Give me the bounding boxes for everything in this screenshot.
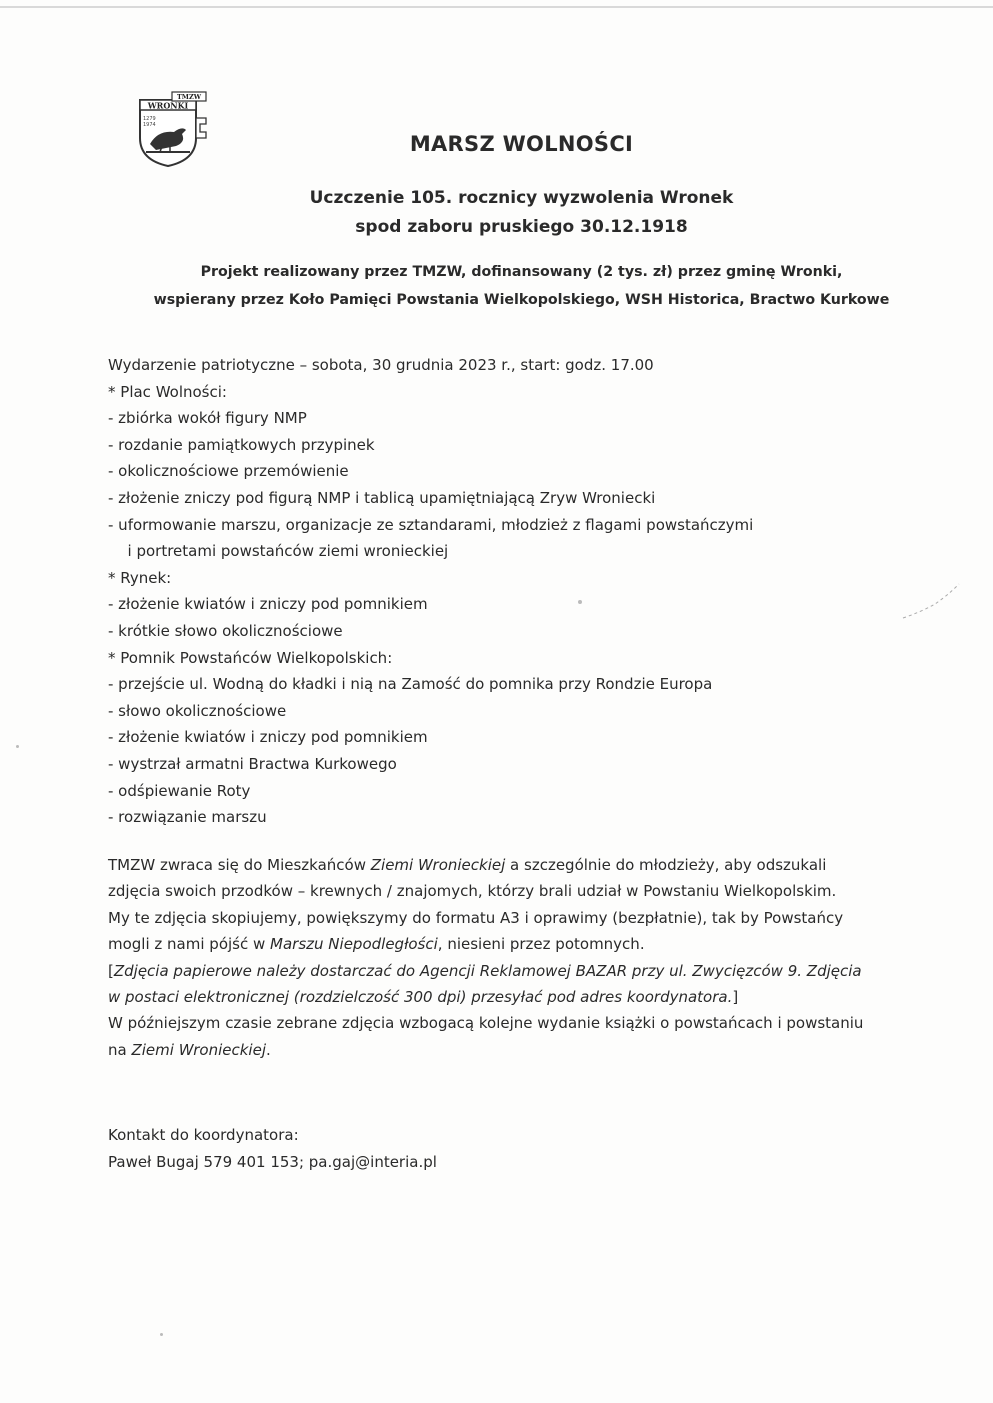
text: na [108, 1040, 132, 1059]
subtitle [0, 184, 993, 242]
paragraph-line [108, 984, 928, 1010]
program-item: - przejście ul. Wodną do kładki i nią na Zamość do pomnika przy Rondzie Europa [108, 675, 713, 694]
program-section: * Pomnik Powstańców Wielkopolskich: [108, 648, 393, 667]
paragraph-line: W późniejszym czasie zebrane zdjęcia wzbogacą kolejne wydanie książki o powstańcach i powstaniu [108, 1014, 864, 1033]
program-section: * Plac Wolności: [108, 382, 227, 401]
contact-details: Paweł Bugaj 579 401 153; pa.gaj@interia.pl [108, 1153, 437, 1171]
program-item: - uformowanie marszu, organizacje ze sztandarami, młodzież z flagami powstańczymi [108, 515, 754, 534]
program-item: - okolicznościowe przemówienie [108, 462, 349, 481]
logo-year-text: 1279 1974 [143, 116, 156, 128]
program-item: - złożenie zniczy pod figurą NMP i tablicą upamiętniającą Zryw Wroniecki [108, 488, 656, 507]
emphasis: Ziemi Wronieckiej [370, 856, 506, 874]
text: [ [108, 961, 114, 980]
paragraph-line: zdjęcia swoich przodków – krewnych / znajomych, którzy brali udział w Powstaniu Wielkopolskim. [108, 882, 837, 901]
contact-block [108, 1122, 928, 1176]
scan-speck [16, 745, 19, 748]
program-item: - złożenie kwiatów i zniczy pod pomnikiem [108, 728, 428, 747]
logo-top-text: TMZW [176, 93, 202, 101]
paragraph-line [108, 1037, 928, 1063]
program-section: * Rynek: [108, 568, 172, 587]
text: . [266, 1040, 271, 1059]
paragraph-line: My te zdjęcia skopiujemy, powiększymy do formatu A3 i oprawimy (bezpłatnie), tak by Powstańcy [108, 908, 844, 927]
program-item: - rozwiązanie marszu [108, 808, 267, 827]
project-line: wspierany przez Koło Pamięci Powstania Wielkopolskiego, WSH Historica, Bractwo Kurkowe [153, 292, 890, 308]
text: a szczególnie do młodzieży, aby odszukali [505, 856, 827, 874]
paragraph-line [108, 931, 928, 957]
paragraph-line [108, 852, 928, 878]
project-line: Projekt realizowany przez TMZW, dofinansowany (2 tys. zł) przez gminę Wronki, [200, 264, 843, 280]
program-item: - krótkie słowo okolicznościowe [108, 621, 343, 640]
scan-speck [578, 600, 582, 604]
program-item: - słowo okolicznościowe [108, 701, 287, 720]
text: TMZW zwraca się do Mieszkańców [108, 856, 371, 874]
text: , niesieni przez potomnych. [437, 935, 645, 954]
logo-crest [136, 88, 210, 168]
scan-speck [160, 1333, 163, 1336]
program-item: - wystrzał armatni Bractwa Kurkowego [108, 754, 397, 773]
scan-top-rule [0, 6, 993, 8]
emphasis: w postaci elektronicznej (rozdzielczość 300 dpi) przesyłać pod adres koordynatora. [108, 988, 733, 1007]
event-program [108, 352, 928, 831]
event-date-line: Wydarzenie patriotyczne – sobota, 30 grudnia 2023 r., start: godz. 17.00 [108, 356, 654, 374]
paragraph-line [108, 958, 928, 984]
program-item-continued: i portretami powstańców ziemi wronieckiej [118, 542, 449, 561]
program-item: - złożenie kwiatów i zniczy pod pomnikiem [108, 595, 428, 614]
contact-label: Kontakt do koordynatora: [108, 1126, 299, 1144]
program-item: - zbiórka wokół figury NMP [108, 409, 307, 428]
text: ] [732, 988, 739, 1007]
logo-name-text: WRONKI [147, 100, 189, 111]
emphasis: Ziemi Wronieckiej [131, 1040, 266, 1059]
subtitle-line: Uczczenie 105. rocznicy wyzwolenia Wronek [309, 188, 734, 208]
program-item: - rozdanie pamiątkowych przypinek [108, 435, 375, 454]
emphasis: Marszu Niepodległości [270, 935, 438, 954]
project-info [0, 258, 993, 314]
scan-artifact [901, 582, 961, 622]
subtitle-line: spod zaboru pruskiego 30.12.1918 [355, 217, 688, 237]
program-item: - odśpiewanie Roty [108, 781, 251, 800]
emphasis: Zdjęcia papierowe należy dostarczać do Agencji Reklamowej BAZAR przy ul. Zwycięzców 9. Zdjęcia [113, 961, 862, 980]
document-title: MARSZ WOLNOŚCI [409, 132, 634, 156]
text: mogli z nami pójść w [108, 935, 271, 954]
appeal-paragraph [108, 852, 928, 1063]
